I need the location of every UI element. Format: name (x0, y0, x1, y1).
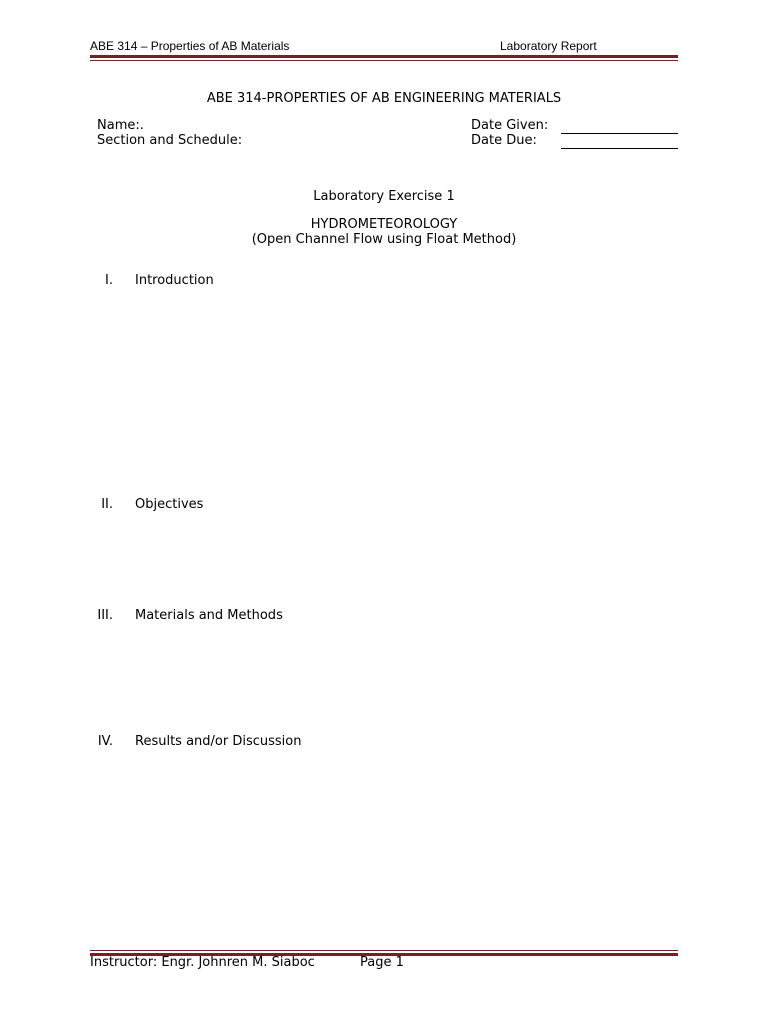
section-title-introduction: Introduction (135, 273, 214, 288)
section-title-materials-methods: Materials and Methods (135, 608, 283, 623)
section-title-results-discussion: Results and/or Discussion (135, 734, 302, 749)
date-given-label: Date Given: (471, 118, 549, 133)
section-numeral: IV. (97, 734, 113, 749)
footer-page-number: Page 1 (360, 955, 404, 970)
header-rule-thick (90, 55, 678, 58)
section-title-objectives: Objectives (135, 497, 204, 512)
date-given-blank[interactable] (561, 133, 678, 134)
exercise-number: Laboratory Exercise 1 (313, 189, 455, 204)
footer-instructor: Instructor: Engr. Johnren M. Siaboc (90, 955, 315, 970)
exercise-subtitle: (Open Channel Flow using Float Method) (251, 232, 517, 247)
name-label: Name:. (97, 118, 144, 133)
footer-rule-thin (90, 950, 678, 951)
header-right-text: Laboratory Report (500, 39, 597, 53)
date-due-blank[interactable] (561, 148, 678, 149)
section-numeral: I. (105, 273, 113, 288)
section-numeral: III. (97, 608, 113, 623)
section-schedule-label: Section and Schedule: (97, 133, 243, 148)
header-left-text: ABE 314 – Properties of AB Materials (90, 39, 290, 53)
course-title: ABE 314-PROPERTIES OF AB ENGINEERING MATERIALS (206, 91, 562, 106)
date-due-label: Date Due: (471, 133, 537, 148)
exercise-topic: HYDROMETEOROLOGY (310, 217, 458, 232)
header-rule-thin (90, 60, 678, 61)
section-numeral: II. (101, 497, 113, 512)
